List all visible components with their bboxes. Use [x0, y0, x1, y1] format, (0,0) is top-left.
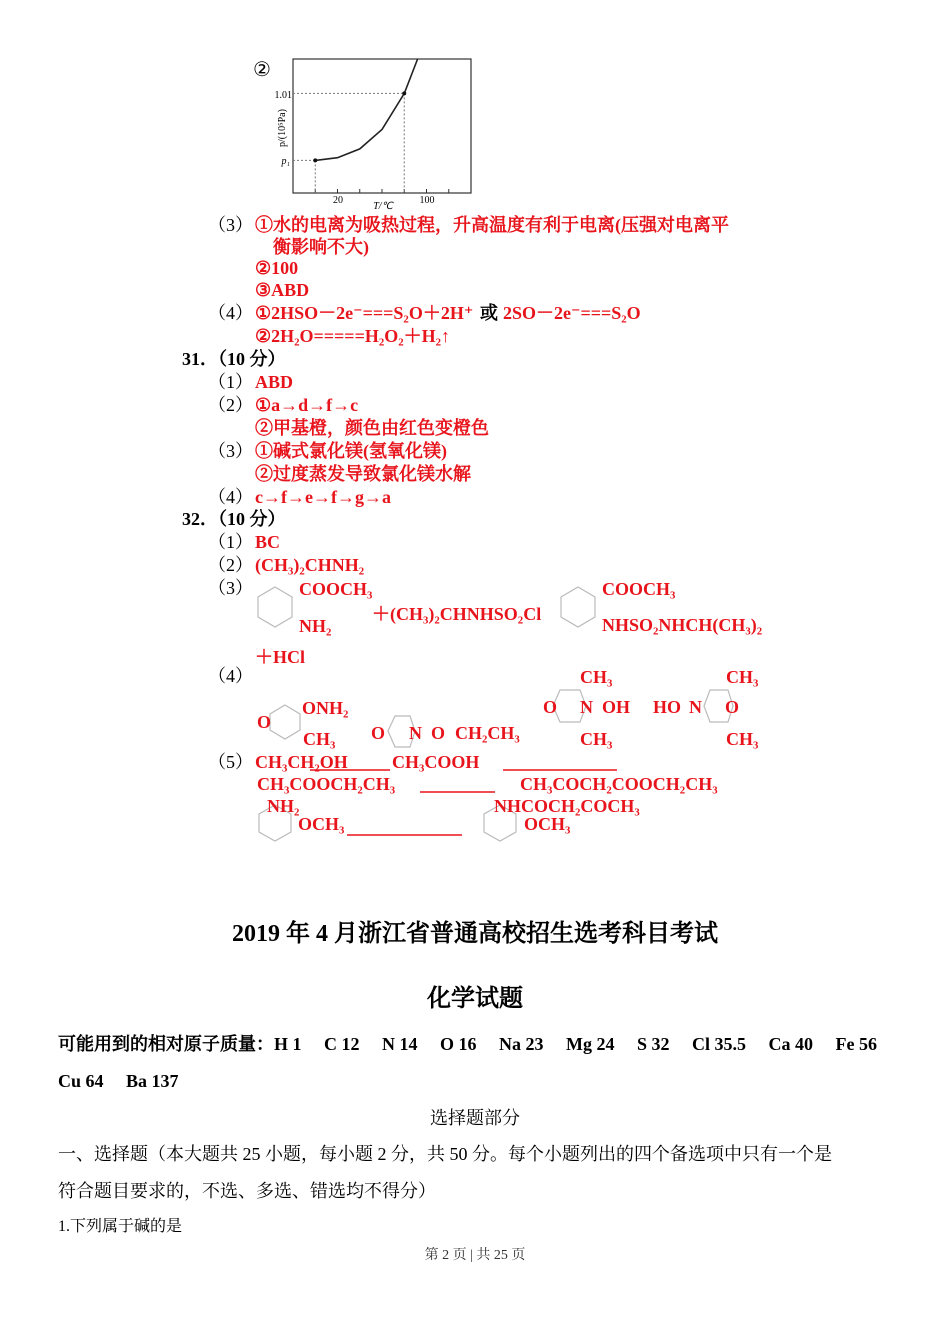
- atom-label: N: [409, 723, 422, 743]
- substituent: NHCOCH₂COCH₃: [494, 796, 640, 816]
- part-label: （3）: [208, 441, 253, 461]
- x-tick-label: 100: [419, 195, 435, 206]
- answer-text: ①水的电离为吸热过程，升高温度有利于电离(压强对电离平: [255, 215, 729, 235]
- compound: CH₃COCH₂COOCH₂CH₃: [520, 774, 718, 794]
- answer-text: 2SO－2e⁻===S₂O: [503, 303, 641, 323]
- compound: CH₃COOH: [392, 752, 480, 772]
- chart-marker: ②: [253, 59, 271, 81]
- atom-label: O: [371, 723, 386, 743]
- part-label: （3）: [208, 578, 253, 598]
- substituent: OCH₃: [524, 814, 571, 834]
- x-axis-label: T/℃: [373, 201, 393, 212]
- atomic-masses: 可能用到的相对原子质量：H 1 C 12 N 14 O 16 Na 23 Mg 24 S 32 Cl 35.5 Ca 40 Fe 56: [58, 1034, 877, 1054]
- substituent: HO: [653, 697, 682, 717]
- oxane-ring: [270, 705, 300, 739]
- exam-subtitle: 化学试题: [427, 986, 523, 1012]
- answer-text: BC: [255, 532, 281, 552]
- part-label: （2）: [208, 395, 253, 415]
- atom-label: O: [431, 723, 446, 743]
- part-label: （4）: [208, 303, 253, 323]
- question-heading: 32．（10 分）: [182, 509, 286, 529]
- answer-text: (CH₃)₂CHNH₂: [255, 555, 365, 575]
- part-label: （5）: [208, 752, 253, 772]
- substituent: COOCH₃: [299, 579, 373, 599]
- substituent: CH₂CH₃: [455, 723, 520, 743]
- instructions: 一、选择题（本大题共 25 小题，每小题 2 分，共 50 分。每个小题列出的四个备选项中只有一个是: [58, 1144, 832, 1164]
- exam-title: 2019 年 4 月浙江省普通高校招生选考科目考试: [232, 921, 718, 947]
- substituent: COOCH₃: [602, 579, 676, 599]
- part-label: （4）: [208, 666, 253, 686]
- page-footer: 第 2 页 | 共 25 页: [424, 1248, 526, 1263]
- benzene-ring: [561, 587, 595, 627]
- part-label: （3）: [208, 215, 253, 235]
- compound: CH₃COOCH₂CH₃: [257, 774, 396, 794]
- section-heading: 选择题部分: [430, 1108, 520, 1128]
- substituent: CH₃: [726, 667, 759, 687]
- part-label: （1）: [208, 372, 253, 392]
- answer-text: ②2H₂O=====H₂O₂＋H₂↑: [255, 326, 451, 346]
- answer-text: ②100: [255, 258, 299, 278]
- x-tick-label: 20: [333, 195, 343, 206]
- answer-text: ①2HSO－2e⁻===S₂O＋2H⁺: [255, 303, 474, 323]
- answer-text: c→f→e→f→g→a: [255, 487, 391, 507]
- atom-label: O: [543, 697, 558, 717]
- substituent: CH₃: [580, 667, 613, 687]
- benzene-ring: [258, 587, 292, 627]
- question-heading: 31．（10 分）: [182, 349, 286, 369]
- answer-text: ＋HCl: [255, 647, 306, 667]
- atomic-masses: Cu 64 Ba 137: [58, 1071, 179, 1091]
- substituent: OCH₃: [298, 814, 345, 834]
- answer-text: ②甲基橙，颜色由红色变橙色: [255, 418, 489, 438]
- answer-text: ②过度蒸发导致氯化镁水解: [255, 464, 471, 484]
- answer-text: ABD: [255, 372, 294, 392]
- answer-text: ①碱式氯化镁(氢氧化镁): [255, 441, 447, 461]
- or-text: 或: [480, 303, 498, 323]
- substituent: CH₃: [580, 729, 613, 749]
- instructions: 符合题目要求的，不选、多选、错选均不得分）: [58, 1181, 436, 1201]
- substituent: NHSO₂NHCH(CH₃)₂: [602, 615, 763, 635]
- atom-label: O: [257, 712, 272, 732]
- substituent: CH₃: [726, 729, 759, 749]
- question-1: 1.下列属于碱的是: [58, 1218, 183, 1235]
- atom-label: N: [580, 697, 593, 717]
- substituent: ONH₂: [302, 698, 349, 718]
- answer-text: ①a→d→f→c: [255, 395, 359, 415]
- atom-label: N: [689, 697, 702, 717]
- substituent: NH₂: [267, 796, 300, 816]
- part-label: （2）: [208, 555, 253, 575]
- y-tick-label: 1.01: [274, 90, 292, 101]
- part-label: （1）: [208, 532, 253, 552]
- substituent: NH₂: [299, 616, 332, 636]
- answer-text: 衡影响不大): [273, 237, 369, 257]
- compound: CH₃CH₂OH: [255, 752, 348, 772]
- part-label: （4）: [208, 487, 253, 507]
- y-tick-label: p₁: [281, 156, 290, 167]
- y-axis-label: p/(10⁵Pa): [277, 109, 288, 147]
- atom-label: O: [725, 697, 740, 717]
- substituent: CH₃: [303, 729, 336, 749]
- substituent: OH: [602, 697, 631, 717]
- reagent: ＋(CH₃)₂CHNHSO₂Cl: [372, 604, 542, 624]
- answer-text: ③ABD: [255, 280, 310, 300]
